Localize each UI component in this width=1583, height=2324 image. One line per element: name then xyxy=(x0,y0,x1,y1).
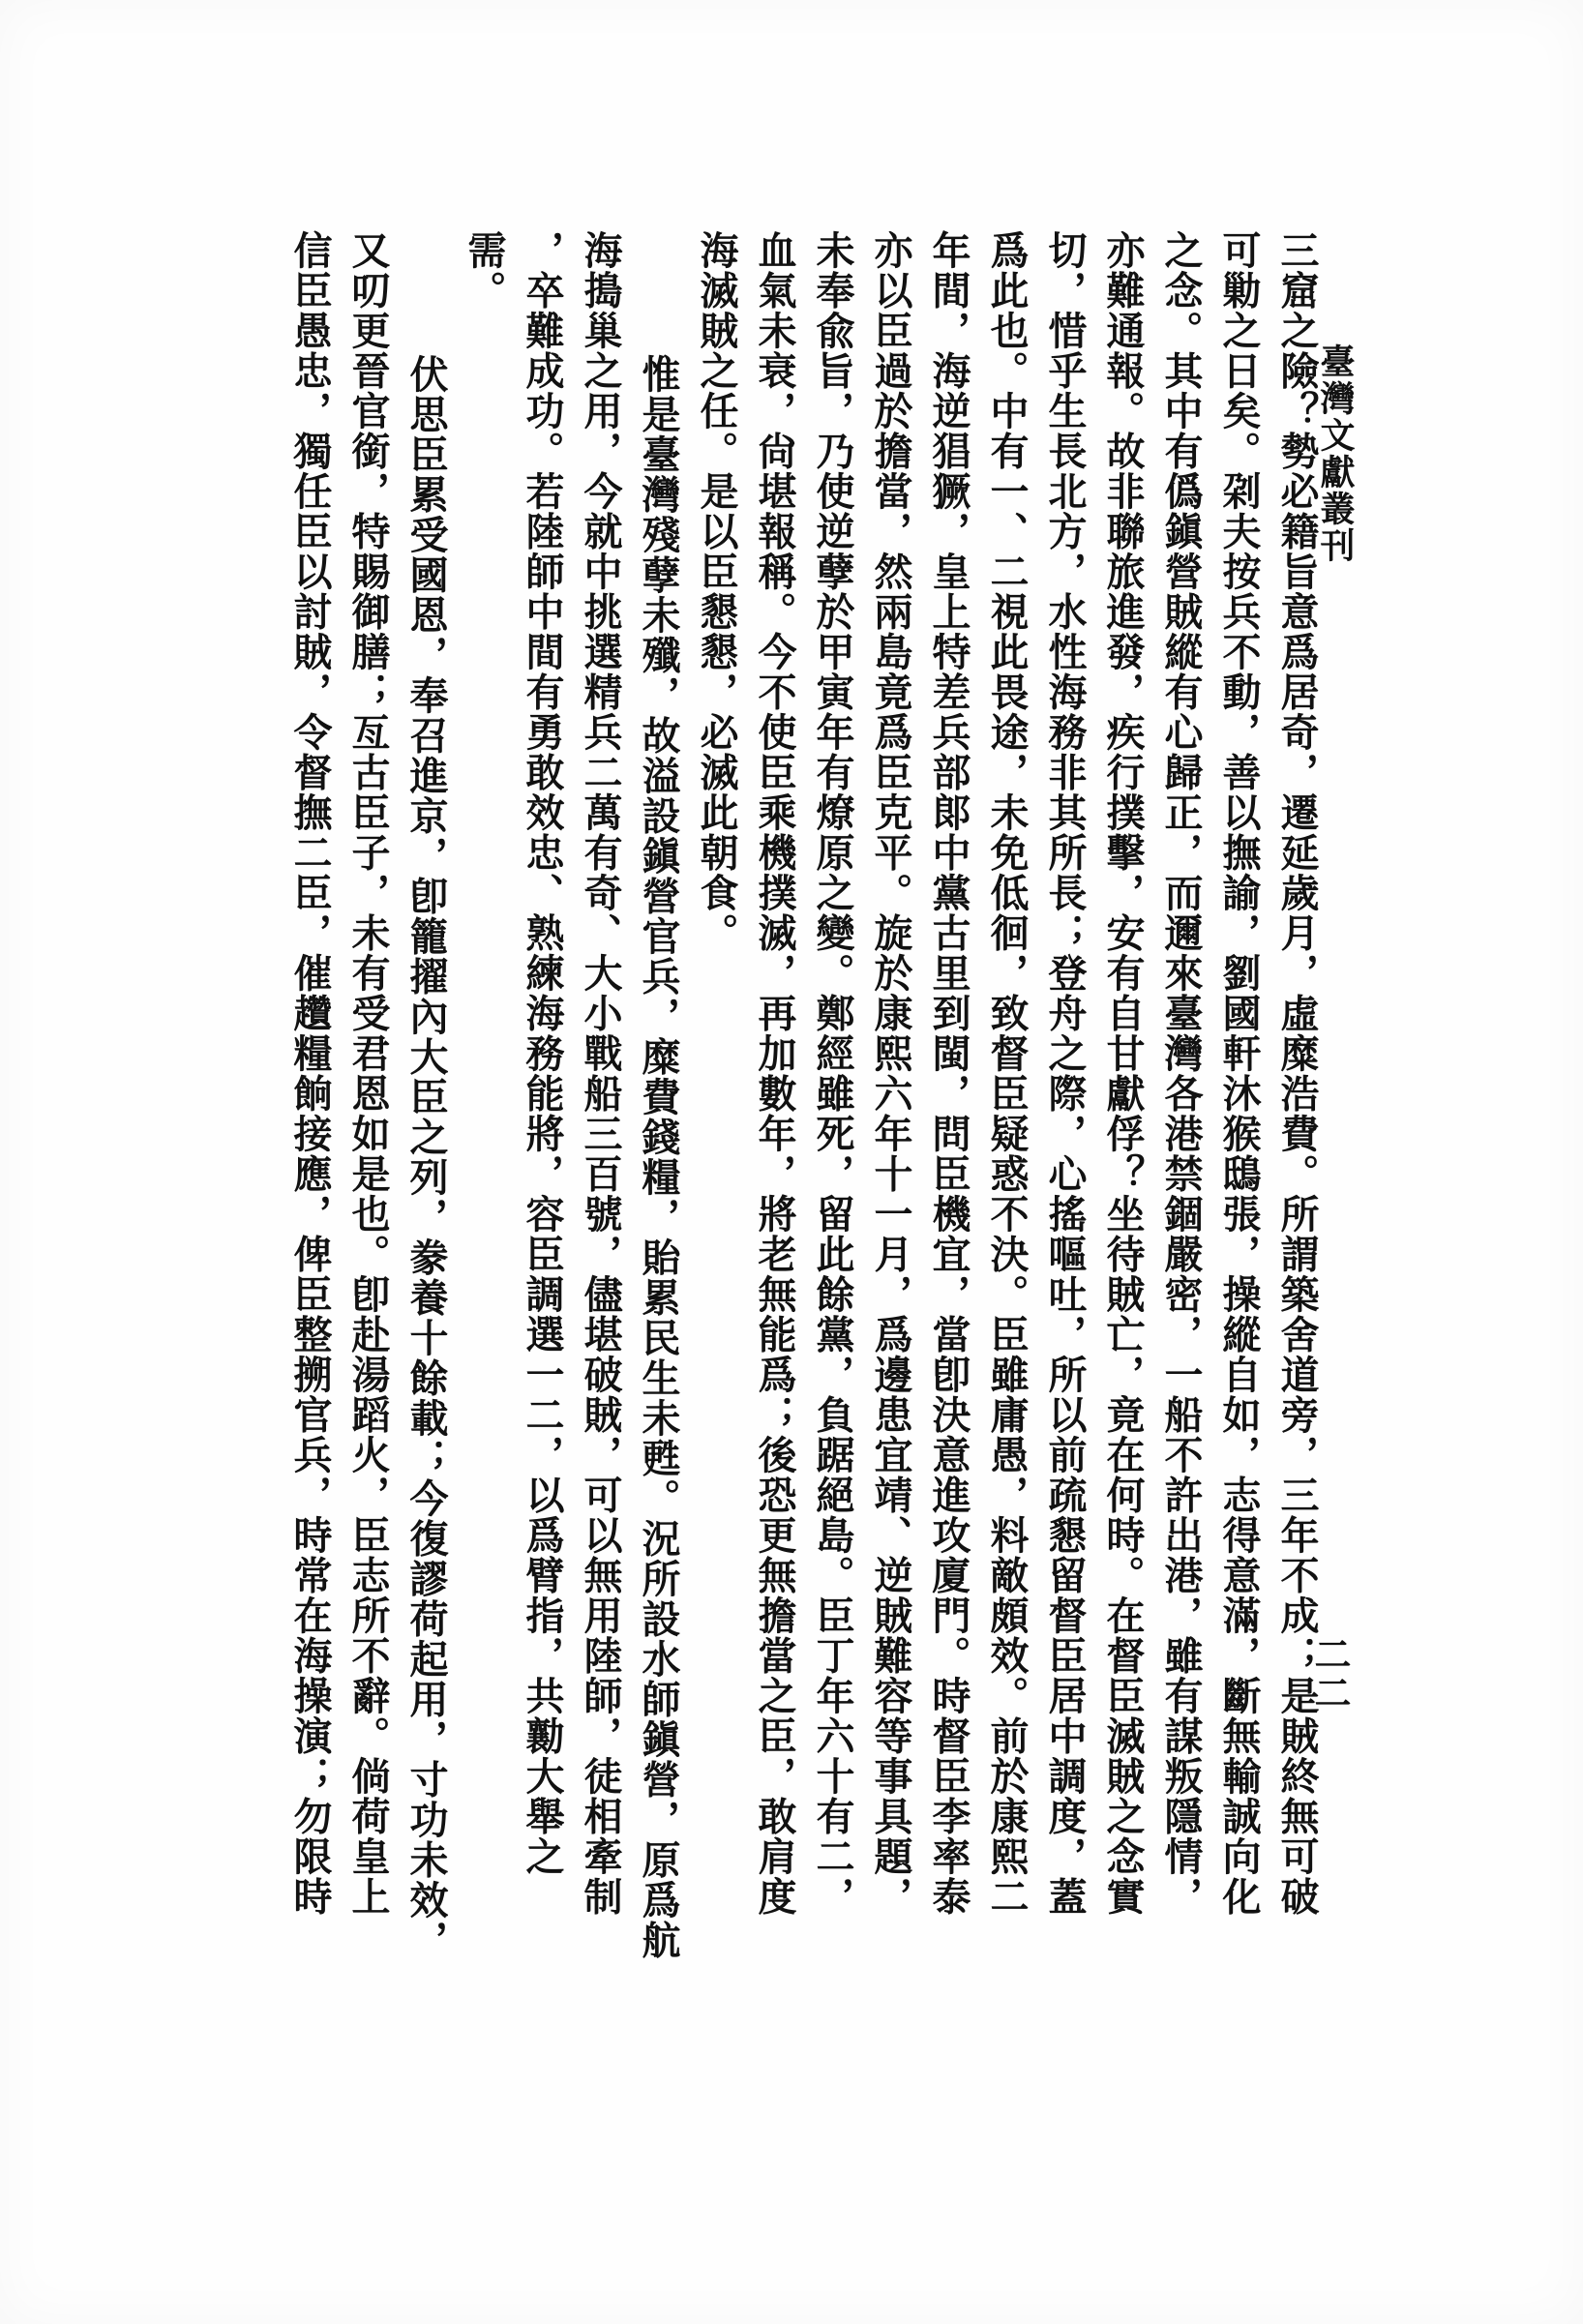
text-column: 未奉兪旨，乃使逆孽於甲寅年有燎原之變。鄭經雖死，留此餘黨，負踞絕島。臣丁年六十有二， xyxy=(810,230,855,1917)
text-column: 爲此也。中有一、二視此畏途，未免低徊，致督臣疑惑不決。臣雖庸愚，料敵頗效。前於康熙二 xyxy=(984,230,1030,1917)
text-column: 惟是臺灣殘孽未殲，故溢設鎭營官兵，糜費錢糧，貽累民生未甦。況所設水師鎭營，原爲航 xyxy=(636,354,681,1960)
text-column: 亦難通報。故非聯旅進發，疾行撲擊，安有自甘獻俘？坐待賊亡，竟在何時。在督臣滅賊之念實 xyxy=(1100,230,1146,1917)
text-column: 可勦之日矣。刴夫按兵不動，善以撫諭，劉國軒沐猴鴟張，操縱自如，志得意滿，斷無輸誠向化 xyxy=(1216,230,1262,1917)
text-column: 信臣愚忠，獨任臣以討賊，令督撫二臣，催趲糧餉接應，俾臣整搠官兵，時常在海操演；勿限時 xyxy=(287,230,333,1917)
text-column: 年間，海逆猖獗，皇上特差兵部郞中黨古里到閩，問臣機宜，當卽決意進攻廈門。時督臣李率泰 xyxy=(926,230,971,1917)
text-column: 又叨更晉官銜，特賜御膳；亙古臣子，未有受君恩如是也。卽赴湯蹈火，臣志所不辭。倘荷皇上 xyxy=(345,230,391,1917)
text-column: 海滅賊之任。是以臣懇懇，必滅此朝食。 xyxy=(694,230,739,953)
text-column: 之念。其中有僞鎭營賊縱有心歸正，而邇來臺灣各港禁錮嚴密，一船不許出港，雖有謀叛隱情， xyxy=(1158,230,1204,1917)
text-column: ，卒難成功。若陸師中間有勇敢效忠、熟練海務能將，容臣調選一二，以爲臂指，共勷大舉之 xyxy=(520,230,565,1877)
running-title: 臺灣文獻叢刊 xyxy=(1315,343,1356,564)
text-column: 亦以臣過於擔當，然兩島竟爲臣克平。旋於康熙六年十一月，爲邊患宜靖、逆賊難容等事具題， xyxy=(868,230,913,1917)
page-number: 二二 xyxy=(1308,1635,1352,1713)
text-column: 海搗巢之用，今就中挑選精兵二萬有奇、大小戰船三百號，儘堪破賊，可以無用陸師，徒相牽制 xyxy=(578,230,623,1917)
text-column: 血氣未衰，尙堪報稱。今不使臣乘機撲滅，再加數年，將老無能爲；後恐更無擔當之臣，敢肩度 xyxy=(752,230,797,1917)
body-text-block xyxy=(77,230,1326,2194)
text-column: 需。 xyxy=(462,230,507,311)
text-column: 切，惜乎生長北方，水性海務非其所長；登舟之際，心搖嘔吐，所以前疏懇留督臣居中調度，蓋 xyxy=(1042,230,1088,1917)
text-column: 伏思臣累受國恩，奉召進京，卽籠擢內大臣之列，豢養十餘載；今復謬荷起用，寸功未效， xyxy=(403,354,449,1960)
text-column: 三窟之險？勢必籍旨意爲居奇，遷延歲月，虛糜浩費。所謂築舍道旁，三年不成；是賊終無可破 xyxy=(1274,230,1320,1917)
